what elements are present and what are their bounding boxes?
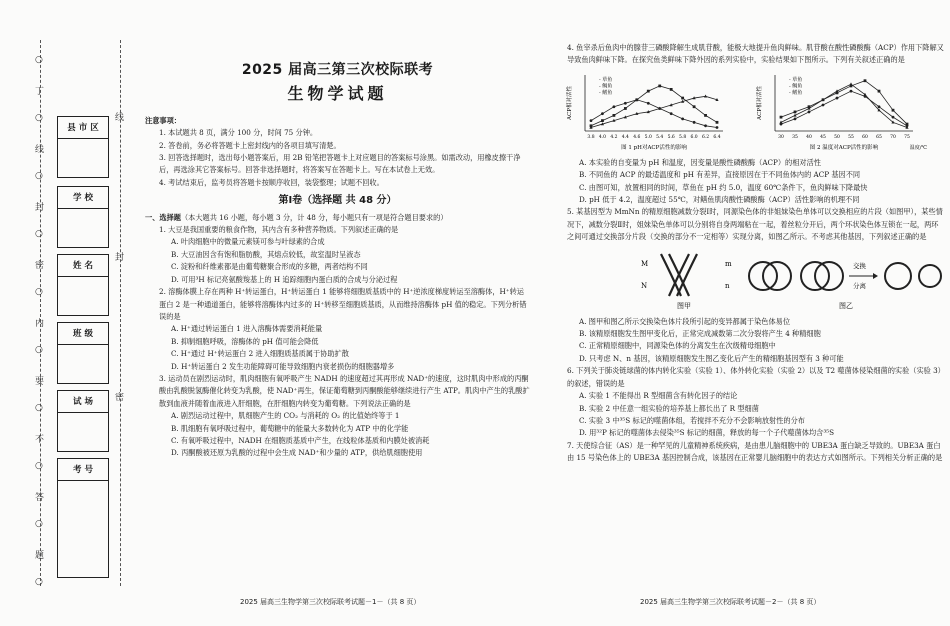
x-tick-label: 6.2 bbox=[701, 134, 710, 140]
question-7-stem: 7. 天使综合征（AS）是一种罕见的儿童精神系统疾病，是由患儿脑细胞中的 UBE3A 蛋白缺乏导致的。UBE3A 蛋白由 15 号染色体上的 UBE3A 基因控制合成，该基因在正常婴儿脑细胞中的表达方式如图所示。下列相关分析正确的是 bbox=[567, 440, 943, 463]
exchange-label: 交换 bbox=[853, 261, 866, 270]
seal-line-char: ○ bbox=[35, 461, 43, 471]
x-tick-label: 30 bbox=[778, 134, 784, 140]
option: C. 有氧呼吸过程中，NADH 在细胞质基质中产生，在线粒体基质和内膜处被消耗 bbox=[171, 435, 430, 445]
data-point bbox=[716, 121, 719, 124]
class-box[interactable]: 班 级 bbox=[57, 322, 109, 384]
option: B. 肌细胞有氧呼吸过程中，葡萄糖中的能量大多数转化为 ATP 中的化学能 bbox=[171, 423, 409, 433]
option: D. H⁺转运蛋白 2 发生功能障碍可能导致细胞内衰老损伤的细胞器增多 bbox=[171, 361, 395, 371]
q4-figures bbox=[553, 69, 945, 153]
x-tick-label: 6.0 bbox=[690, 134, 698, 140]
data-point bbox=[863, 93, 866, 96]
data-point bbox=[878, 90, 881, 93]
x-tick-label: 5.8 bbox=[679, 134, 687, 140]
seal-line-char: ○ bbox=[35, 287, 43, 297]
section-heading: 一、选择题（本大题共 16 小题，每小题 3 分，计 48 分，每小题只有一项是符合题目要求的） bbox=[145, 212, 448, 222]
y-axis-label: ACP相对活性 bbox=[757, 85, 763, 120]
notice-item: 1. 本试题共 8 页，满分 100 分，时间 75 分钟。 bbox=[159, 128, 318, 138]
data-point bbox=[794, 110, 797, 113]
option: B. 不同鱼的 ACP 的最适温度和 pH 有差异，直接原因在于不同鱼体内的 ACP 基因不同 bbox=[579, 170, 861, 180]
x-tick-label: 65 bbox=[876, 134, 882, 140]
x-tick-label: 4.6 bbox=[633, 134, 641, 140]
option: A. 本实验的自变量为 pH 和温度，因变量是酸性磷酸酶（ACP）的相对活性 bbox=[579, 157, 821, 167]
data-point bbox=[849, 82, 852, 85]
seal-line-char: ○ bbox=[35, 403, 43, 413]
data-point bbox=[681, 117, 684, 120]
data-point bbox=[794, 117, 797, 120]
legend-entry: - 草鱼 bbox=[789, 76, 803, 83]
seal-line-char: 密 bbox=[35, 261, 45, 271]
data-point bbox=[693, 121, 696, 124]
option: A. H⁺通过转运蛋白 1 进入溶酶体需要消耗能量 bbox=[171, 324, 323, 334]
data-point bbox=[704, 94, 707, 97]
seal-line-char: 内 bbox=[35, 319, 45, 329]
data-point bbox=[601, 119, 604, 122]
option: A. 图甲和图乙所示交换染色体片段所引起的变异都属于染色体易位 bbox=[579, 316, 791, 326]
footer-left: 2025 届高三生物学第三次校际联考试题－1－（共 8 页） bbox=[240, 598, 421, 606]
seal-line-char: 线 bbox=[35, 145, 45, 155]
x-tick-label: 35 bbox=[792, 134, 798, 140]
exam-room-box[interactable]: 试 场 bbox=[57, 390, 109, 452]
subject-title: 生物学试题 bbox=[287, 84, 388, 104]
data-point bbox=[681, 96, 684, 99]
option: D. pH 低于 4.2，温度超过 55℃，对鳝鱼肌肉酸性磷酸酶（ACP）活性影响的机理不同 bbox=[579, 195, 860, 205]
data-point bbox=[670, 88, 673, 91]
data-point bbox=[624, 107, 627, 110]
option: A. 剧烈运动过程中，肌细胞产生的 CO₂ 与消耗的 O₂ 的比值始终等于 1 bbox=[171, 411, 400, 421]
data-point bbox=[836, 96, 839, 99]
seal-line-char: ○ bbox=[35, 519, 43, 529]
seal-line-char: 密 bbox=[115, 393, 125, 403]
chart-title: 图 1 pH对ACP活性的影响 bbox=[621, 144, 687, 151]
series-line-鲷鱼 bbox=[591, 100, 717, 128]
data-point bbox=[647, 90, 650, 93]
x-axis-label: 温度/℃ bbox=[909, 144, 927, 151]
legend-entry: - 鳝鱼 bbox=[599, 89, 613, 96]
seal-line-char: ○ bbox=[35, 229, 43, 239]
x-tick-label: 5.6 bbox=[667, 134, 675, 140]
option: A. 叶肉细胞中的微量元素镁可参与叶绿素的合成 bbox=[171, 237, 325, 247]
option: A. 实验 1 不能得出 R 型细菌含有转化因子的结论 bbox=[579, 391, 738, 401]
series-line-鲷鱼 bbox=[781, 91, 907, 126]
option: B. 抑制细胞呼吸，溶酶体的 pH 值可能会降低 bbox=[171, 336, 319, 346]
option: D. 用³²P 标记的噬菌体去侵染³⁵S 标记的细菌，释放的每一个子代噬菌体均含³⁵S bbox=[579, 428, 835, 438]
seal-line-char: 丁 bbox=[35, 87, 45, 97]
data-point bbox=[716, 126, 719, 129]
seal-line-char: 答 bbox=[35, 493, 45, 503]
option: C. 正常精原细胞中，同源染色体的分离发生在次级精母细胞中 bbox=[579, 341, 776, 351]
gene-label-m: m bbox=[725, 259, 732, 268]
data-point bbox=[892, 116, 895, 119]
data-point bbox=[850, 90, 853, 93]
gene-label-n: n bbox=[725, 281, 730, 290]
data-point bbox=[892, 109, 895, 112]
seal-line-char: 题 bbox=[35, 551, 45, 561]
q5-figures bbox=[553, 248, 945, 312]
seal-line-char: 封 bbox=[115, 253, 125, 263]
figure-yi-caption: 图乙 bbox=[839, 301, 853, 310]
data-point bbox=[590, 119, 593, 122]
option: B. 大豆油因含有饱和脂肪酸，其熔点较低，故室温时呈液态 bbox=[171, 249, 361, 259]
figure-yi bbox=[743, 248, 943, 312]
legend-entry: - 草鱼 bbox=[599, 76, 613, 83]
data-point bbox=[704, 124, 707, 127]
seal-line-char: ○ bbox=[35, 113, 43, 123]
data-point bbox=[635, 98, 638, 101]
ph-acp-chart bbox=[563, 69, 738, 153]
option: C. 由图可知，放置相同的时间，草鱼在 pH 约 5.0，温度 60℃条件下，鱼肉鲜味下降最快 bbox=[579, 182, 868, 192]
option: C. H⁺通过 H⁺转运蛋白 2 进入细胞质基质属于协助扩散 bbox=[171, 349, 349, 359]
x-tick-label: 5.4 bbox=[656, 134, 664, 140]
exam-title: 2025 届高三第三次校际联考 bbox=[241, 62, 434, 78]
school-box[interactable]: 学 校 bbox=[57, 186, 109, 248]
notice-item: 3. 回答选择题时，选出每小题答案后，用 2B 铅笔把答题卡上对应题目的答案标号涂黑。如需改动，用橡皮擦干净后，再选涂其它答案标号。回答非选择题时，将答案写在答题卡上。写在本试卷上无效。 bbox=[159, 153, 521, 175]
data-point bbox=[658, 84, 661, 87]
figure-jia-caption: 图甲 bbox=[677, 301, 691, 310]
seal-line-char: 线 bbox=[115, 113, 125, 123]
data-point bbox=[878, 105, 881, 108]
x-tick-label: 40 bbox=[806, 134, 812, 140]
separate-label: 分离 bbox=[853, 281, 866, 290]
seal-line-char: ○ bbox=[35, 577, 43, 587]
option: C. 淀粉和纤维素都是由葡萄糖聚合形成的多糖，两者结构不同 bbox=[171, 262, 368, 272]
notice-item: 4. 考试结束后，监考员将答题卡按顺序收回，装袋整理；试题不回收。 bbox=[159, 177, 384, 187]
data-point bbox=[704, 114, 707, 117]
legend-entry: - 鲷鱼 bbox=[789, 83, 803, 90]
seal-line-char: ○ bbox=[35, 55, 43, 65]
data-point bbox=[613, 105, 616, 108]
county-box[interactable]: 县 市 区 bbox=[57, 116, 109, 178]
seal-line-char: 封 bbox=[35, 203, 45, 213]
x-tick-label: 4.0 bbox=[598, 134, 607, 140]
question-1-stem: 1. 大豆是我国重要的粮食作物，其内含有多种营养物质。下列叙述正确的是 bbox=[159, 225, 399, 235]
x-tick-label: 60 bbox=[862, 134, 868, 140]
footer-right: 2025 届高三生物学第三次校际联考试题－2－（共 8 页） bbox=[640, 598, 821, 606]
question-5-stem: 5. 某基因型为 MmNn 的精原细胞减数分裂Ⅰ时，同源染色体的非姐妹染色单体可以交换相应的片段（如图甲），某些情况下，减数分裂Ⅱ时，姐妹染色单体可以分别将自身两端粘在一起，着丝粒分开后，两个环状染色体互锁在一起，两环之间可通过交换部分片段（交换的部分不一定相等）实现分离，如图乙所示。不考虑其他基因，下列叙述正确的是 bbox=[567, 207, 943, 242]
option: D. 可用³H 标记亮氨酸羧基上的 H 追踪细胞内蛋白质的合成与分泌过程 bbox=[171, 274, 398, 284]
seal-line-char: ○ bbox=[35, 345, 43, 355]
question-3-stem: 3. 运动员在剧烈运动时，肌肉细胞有氧呼吸产生 NADH 的速度超过其再形成 NAD⁺的速度，这时肌肉中形成的丙酮酸由乳酸脱氢酶催化转变为乳酸，使 NAD⁺再生，保证葡萄糖到丙酮酸能够继续进行产生 ATP。肌肉中产生的乳酸扩散到血液并随着血液进入肝细胞，在肝细胞内转变为葡萄糖。下列说法正确的是 bbox=[159, 373, 530, 408]
temperature-acp-chart bbox=[753, 69, 928, 153]
option: D. 只考虑 N、n 基因，该精原细胞发生图乙变化后产生的精细胞基因型有 3 种可能 bbox=[579, 353, 844, 363]
question-4-stem: 4. 鱼宰杀后鱼肉中的腺苷三磷酸降解生成肌苷酸，能极大地提升鱼肉鲜味。肌苷酸在酸性磷酸酶（ACP）作用下降解又导致鱼肉鲜味下降。在探究鱼类鲜味下降外因的系列实验中，实验结果如下图所示。下列有关叙述正确的是 bbox=[567, 43, 944, 65]
option: D. 丙酮酸被还原为乳酸的过程中会生成 NAD⁺和少量的 ATP，供给肌细胞使用 bbox=[171, 448, 423, 458]
x-tick-label: 4.4 bbox=[621, 134, 629, 140]
option: B. 实验 2 中任意一组实验的培养基上都长出了 R 型细菌 bbox=[579, 403, 759, 413]
chart-title: 图 2 温度对ACP活性的影响 bbox=[809, 144, 879, 151]
legend-entry: - 鳝鱼 bbox=[789, 89, 803, 96]
seal-line-char: ○ bbox=[35, 171, 43, 181]
data-point bbox=[808, 110, 811, 113]
binding-margin bbox=[0, 0, 135, 626]
y-axis-label: ACP相对活性 bbox=[567, 85, 573, 120]
seal-line-char: 要 bbox=[35, 377, 45, 387]
exam-number-box[interactable]: 考 号 bbox=[57, 458, 109, 578]
option: B. 该精原细胞发生图甲变化后，正常完成减数第二次分裂将产生 4 种精细胞 bbox=[579, 329, 821, 339]
data-point bbox=[647, 102, 650, 105]
name-box[interactable]: 姓 名 bbox=[57, 254, 109, 316]
x-tick-label: 5.0 bbox=[644, 134, 652, 140]
notice-item: 2. 答卷前，务必将答题卡上密封线内的各项目填写清楚。 bbox=[159, 140, 341, 150]
gene-label-N: N bbox=[641, 281, 648, 290]
data-point bbox=[780, 116, 783, 119]
question-2-stem: 2. 溶酶体膜上存在两种 H⁺转运蛋白，H⁺转运蛋白 1 能够将细胞质基质中的 H⁺逆浓度梯度转运至溶酶体，H⁺转运蛋白 2 是一种通道蛋白，能够将溶酶体内过多的 H⁺转移至细胞质基质，从而维持溶酶体 pH 值的稳定。下列分析错误的是 bbox=[159, 287, 527, 321]
data-point bbox=[601, 112, 604, 115]
series-line-鳝鱼 bbox=[591, 96, 717, 127]
x-tick-label: 45 bbox=[820, 134, 826, 140]
right-column bbox=[553, 42, 945, 465]
seal-line-char: 不 bbox=[35, 435, 45, 445]
x-tick-label: 55 bbox=[848, 134, 854, 140]
option: C. 实验 3 中³⁵S 标记的噬菌体组，若搅拌不充分不会影响放射性的分布 bbox=[579, 415, 805, 425]
gene-label-M: M bbox=[641, 259, 649, 268]
data-point bbox=[822, 103, 825, 106]
left-column bbox=[145, 58, 530, 460]
legend-entry: - 鲷鱼 bbox=[599, 83, 613, 90]
part-one-title: 第Ⅰ卷（选择题 共 48 分） bbox=[278, 195, 397, 207]
figure-jia bbox=[633, 248, 743, 312]
question-6-stem: 6. 下列关于肺炎链球菌的体内转化实验（实验 1）、体外转化实验（实验 2）以及 T2 噬菌体侵染细菌的实验（实验 3）的叙述，错误的是 bbox=[567, 366, 945, 388]
x-tick-label: 4.2 bbox=[610, 134, 618, 140]
data-point bbox=[693, 105, 696, 108]
data-point bbox=[670, 112, 673, 115]
notice-heading: 注意事项： bbox=[145, 115, 181, 125]
x-tick-label: 70 bbox=[890, 134, 896, 140]
x-tick-label: 75 bbox=[904, 134, 910, 140]
x-tick-label: 3.8 bbox=[587, 134, 595, 140]
x-tick-label: 6.4 bbox=[713, 134, 721, 140]
data-point bbox=[624, 102, 627, 105]
data-point bbox=[613, 114, 616, 117]
x-tick-label: 50 bbox=[834, 134, 840, 140]
data-point bbox=[864, 79, 867, 82]
